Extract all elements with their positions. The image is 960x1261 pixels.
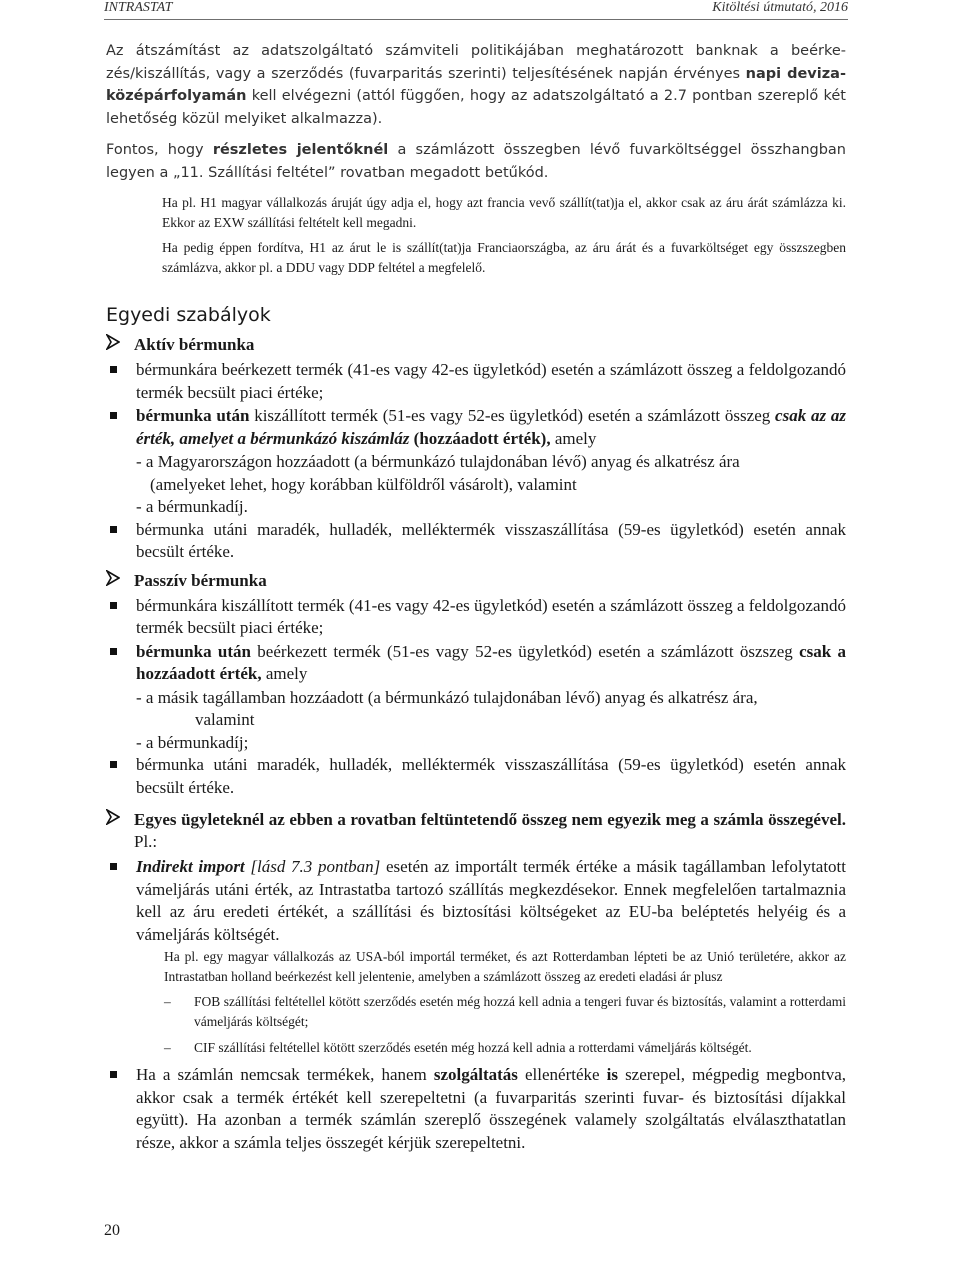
text-run: amely: [261, 664, 308, 683]
passziv-list-2: [106, 754, 846, 799]
passziv-dash-1: - a másik tagállamban hozzáadott (a bérmunkázó tulajdonában lévő) anyag és alkatrész ára,: [136, 687, 758, 707]
text-run: amely: [550, 428, 597, 448]
list-item: [106, 754, 846, 799]
list-item: [106, 405, 846, 450]
list-item: [106, 519, 846, 564]
page-body: [106, 40, 846, 1155]
text-run-bold: (hozzáadott érték),: [409, 428, 551, 448]
square-bullet-icon: [110, 366, 117, 373]
aktiv-dash-2: - a bérmunkadíj.: [136, 497, 248, 516]
square-bullet-icon: [110, 602, 117, 609]
list-item: [106, 595, 846, 640]
egyes-example: [106, 947, 846, 1058]
text-run: bérmunka utáni maradék, hulladék, melléktermék visszaszállítása (59-es ügyletkód) esetén annak becsült értéke.: [136, 755, 846, 797]
section-aktiv-bermunka: [106, 334, 846, 356]
en-dash-icon: –: [164, 1040, 171, 1055]
text-run-bold-italic: Indirekt import: [136, 857, 245, 876]
text-run-bold: csak a hozzáadott érték,: [136, 641, 846, 683]
list-item: [136, 1038, 846, 1058]
example-note-rotterdam: Ha pl. egy magyar vállalkozás az USA-ból importál terméket, és azt Rotterdamban lépteti be az Unió területére, akkor az Intrastatban holland beérkezést kell jelentenie, amelyben a számlázott összeg az eredeti eladási ár plusz: [164, 949, 846, 984]
list-item: [106, 641, 846, 686]
text-run: szerepel, mégpedig megbontva, akkor csak a termék értékét kell szerepeltetni (a fuvarparitás szerinti fuvar- és biztosítási díjakkal együtt). Ha azonban a termék számlán szereplő összegének valamely szolgáltatás elválaszthatatlan része, akkor a számla teljes összegét kérjük szerepeltetni.: [136, 1065, 846, 1152]
text-run: Ha a számlán nemcsak termékek, hanem: [136, 1065, 434, 1084]
example-note-ddu: Ha pedig éppen fordítva, H1 az árut le is szállít(tat)ja Franciaországba, az áru árát és a fuvarköltséget egy összszegben számlázva, akkor pl. a DDU vagy DDP feltétel a megfelelő.: [162, 240, 846, 275]
egyes-list-2: [106, 1064, 846, 1154]
list-item: [106, 1064, 846, 1154]
aktiv-dash-1-cont: (amelyeket lehet, hogy korábban külföldről vásárolt), valamint: [150, 474, 577, 494]
passziv-dash-1-cont: valamint: [195, 710, 255, 729]
square-bullet-icon: [110, 863, 117, 870]
square-bullet-icon: [110, 526, 117, 533]
text-run-bold: is: [606, 1065, 618, 1084]
arrowhead-bullet-icon: [106, 809, 120, 831]
square-bullet-icon: [110, 648, 117, 655]
en-dash-icon: –: [164, 994, 171, 1009]
text-run-bold: bérmunka után: [136, 406, 250, 425]
text-run: a számlázott összegben lévő fuvarköltséggel összhangban legyen a „11. Szállítási feltétel” rovatban megadott betűkód.: [106, 142, 847, 181]
text-run-bold: Egyes ügyleteknél az ebben a rovatban feltüntetendő összeg nem egyezik meg a számla összegével.: [134, 810, 846, 829]
text-run: ellenértéke: [517, 1065, 607, 1084]
text-run: esetén az importált termék értéke a másik tagállamban lefolytatott vámeljárás utáni érték, az Intrastatba tartozó szállítás megkezdésekor. Ennek megfelelően tartalmaznia kell az áru eredeti értékét, a szállítási és biztosítási költségeket az EU-ba beléptetés helyéig és a vámeljárás költségét.: [136, 857, 847, 944]
paragraph-exchange-rate: [106, 40, 846, 130]
text-run: CIF szállítási feltétellel kötött szerződés esetén még hozzá kell adnia a rotterdami vámeljárás költségét.: [194, 1040, 752, 1055]
section-passziv-bermunka: [106, 570, 846, 592]
aktiv-dash-1: - a Magyarországon hozzáadott (a bérmunkázó tulajdonában lévő) anyag és alkatrész ára: [136, 452, 740, 471]
text-run-bold: részletes jelentőknél: [212, 142, 389, 158]
list-item: [136, 992, 846, 1032]
paragraph-delivery-terms: [106, 139, 846, 184]
arrowhead-bullet-icon: [106, 334, 120, 356]
square-bullet-icon: [110, 412, 117, 419]
text-run-bold: szolgáltatás: [433, 1065, 518, 1084]
list-item: [106, 359, 846, 404]
text-run: bérmunkára beérkezett termék (41-es vagy 42-es ügyletkód) esetén a számlázott összeg a feldolgozandó termék becsült piaci értéke;: [136, 360, 846, 402]
egyes-dash-list: [136, 992, 846, 1058]
text-run: Fontos, hogy: [106, 142, 213, 158]
header-subtitle: Kitöltési útmutató, 2016: [712, 0, 848, 15]
passziv-list: [106, 595, 846, 686]
aktiv-title: Aktív bérmunka: [134, 335, 255, 354]
text-run-bold: napi devizaközépárfolyamán: [106, 65, 846, 104]
text-run-bold: bérmunka után: [136, 641, 251, 661]
text-run-italic: [lásd 7.3 pontban]: [244, 857, 381, 876]
square-bullet-icon: [110, 1071, 117, 1078]
square-bullet-icon: [110, 761, 117, 768]
aktiv-list: [106, 359, 846, 450]
list-item: [106, 856, 846, 946]
aktiv-list-2: [106, 519, 846, 564]
text-run: Pl.:: [134, 832, 158, 851]
text-run: bérmunkára kiszállított termék (41-es vagy 42-es ügyletkód) esetén a számlázott összeg a feldolgozandó termék becsült piaci értéke;: [136, 595, 846, 637]
text-run: FOB szállítási feltétellel kötött szerződés esetén még hozzá kell adnia a tengeri fuvar és biztosítás, valamint a rotterdami vámeljárás költségét;: [194, 994, 846, 1029]
text-run: kell elvégezni (attól függően, hogy az adatszolgáltató a 2.7 pontban szereplő két lehetőség közül melyiket alkalmazza).: [106, 88, 846, 127]
text-run-bold-italic: csak az az érték, amelyet a bérmunkázó kiszámláz: [136, 406, 846, 448]
passziv-dash-2: - a bérmunkadíj;: [136, 732, 249, 752]
section-egyes-ugyletek: [106, 809, 846, 853]
example-note-exw: Ha pl. H1 magyar vállalkozás áruját úgy adja el, hogy azt francia vevő szállít(tat)ja el, akkor csak az áru árát számlázza ki. Ekkor az EXW szállítási feltételt kell megadni.: [162, 195, 846, 230]
example-notes: [162, 193, 846, 278]
header-title: INTRASTAT: [104, 0, 173, 15]
page-header: [104, 0, 848, 20]
text-run: beérkezett termék (51-es vagy 52-es ügyletkód) esetén a számlázott öszszeg: [250, 641, 800, 661]
page-number: 20: [104, 1222, 120, 1239]
text-run: Az átszámítást az adatszolgáltató számviteli politikájában meghatározott banknak a beérkezés/kiszállítás, vagy a szerződés (fuvarparitás szerinti) teljesítésének napján érvényes: [106, 43, 846, 82]
text-run: bérmunka utáni maradék, hulladék, melléktermék visszaszállítása (59-es ügyletkód) esetén annak becsült értéke.: [136, 519, 846, 561]
passziv-title: Passzív bérmunka: [134, 570, 267, 590]
arrowhead-bullet-icon: [106, 570, 120, 592]
egyes-title: [134, 809, 846, 853]
section-heading: Egyedi szabályok: [106, 304, 271, 326]
egyes-list: [106, 856, 846, 946]
text-run: kiszállított termék (51-es vagy 52-es ügyletkód) esetén a számlázott összeg: [249, 406, 776, 425]
